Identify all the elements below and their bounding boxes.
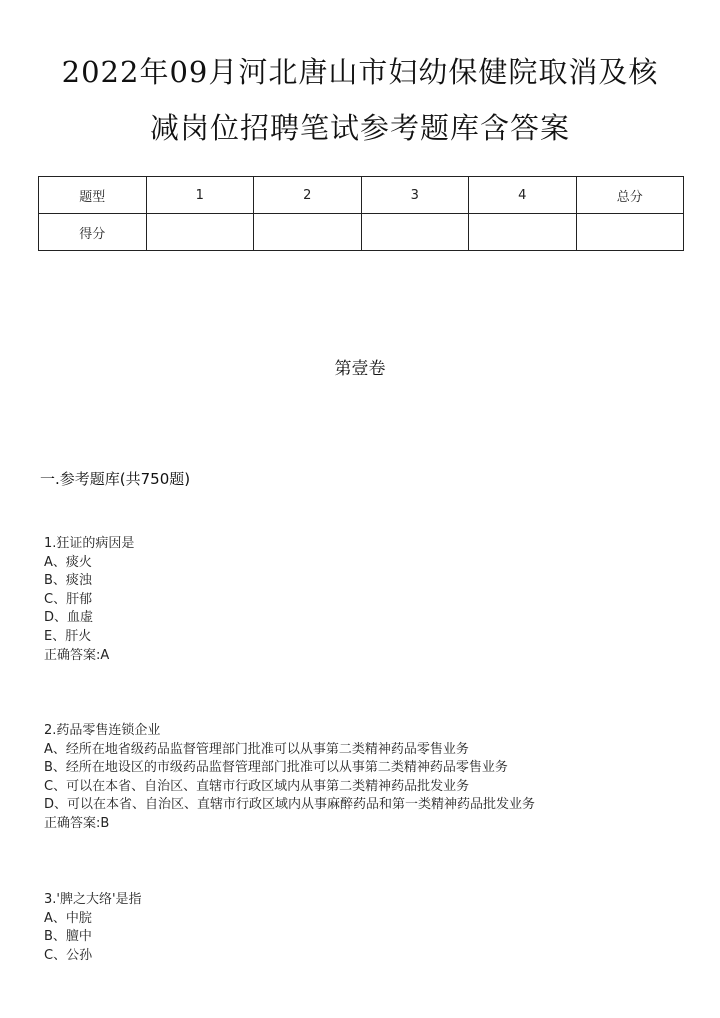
question-option: B、痰浊 xyxy=(44,573,92,589)
question-option: D、可以在本省、自治区、直辖市行政区域内从事麻醉药品和第一类精神药品批发业务 xyxy=(44,797,536,813)
score-table-header-cell: 2 xyxy=(254,177,362,214)
document-title-line-2: 减岗位招聘笔试参考题库含答案 xyxy=(149,111,570,145)
score-table-header-cell: 3 xyxy=(361,177,469,214)
question-option: B、膻中 xyxy=(44,929,92,945)
question-option: D、血虚 xyxy=(44,610,94,626)
question-option: C、可以在本省、自治区、直辖市行政区域内从事第二类精神药品批发业务 xyxy=(44,778,470,794)
score-table-header-row xyxy=(39,177,684,214)
question-option: A、经所在地省级药品监督管理部门批准可以从事第二类精神药品零售业务 xyxy=(44,741,469,757)
question-3 xyxy=(44,891,142,965)
question-1 xyxy=(44,535,134,665)
score-table-header-cell: 题型 xyxy=(39,177,147,214)
score-table-header-cell: 1 xyxy=(146,177,254,214)
volume-title: 第壹卷 xyxy=(334,359,386,379)
score-table-empty-cell xyxy=(361,214,469,251)
question-answer: 正确答案:B xyxy=(44,815,110,831)
question-stem: 3.'脾之大络'是指 xyxy=(44,892,142,907)
question-2 xyxy=(44,722,535,834)
score-table-empty-cell xyxy=(146,214,254,251)
question-option: A、痰火 xyxy=(44,554,92,570)
score-table-row-label: 得分 xyxy=(39,214,147,251)
score-table-header-cell: 总分 xyxy=(576,177,684,214)
section-title: 一.参考题库(共750题) xyxy=(40,470,191,488)
question-option: C、公孙 xyxy=(44,947,93,963)
score-table-empty-cell xyxy=(576,214,684,251)
question-option: A、中脘 xyxy=(44,910,92,926)
score-table-empty-cell xyxy=(469,214,577,251)
score-table-empty-cell xyxy=(254,214,362,251)
question-option: C、肝郁 xyxy=(44,591,93,607)
score-table-score-row xyxy=(39,214,684,251)
question-option: E、肝火 xyxy=(44,628,92,644)
document-title-line-1: 2022年09月河北唐山市妇幼保健院取消及核 xyxy=(61,55,659,89)
score-table-header-cell: 4 xyxy=(469,177,577,214)
question-answer: 正确答案:A xyxy=(44,647,110,663)
question-stem: 2.药品零售连锁企业 xyxy=(44,723,161,738)
question-option: B、经所在地设区的市级药品监督管理部门批准可以从事第二类精神药品零售业务 xyxy=(44,760,508,776)
question-stem: 1.狂证的病因是 xyxy=(44,536,135,551)
score-table xyxy=(38,176,684,251)
